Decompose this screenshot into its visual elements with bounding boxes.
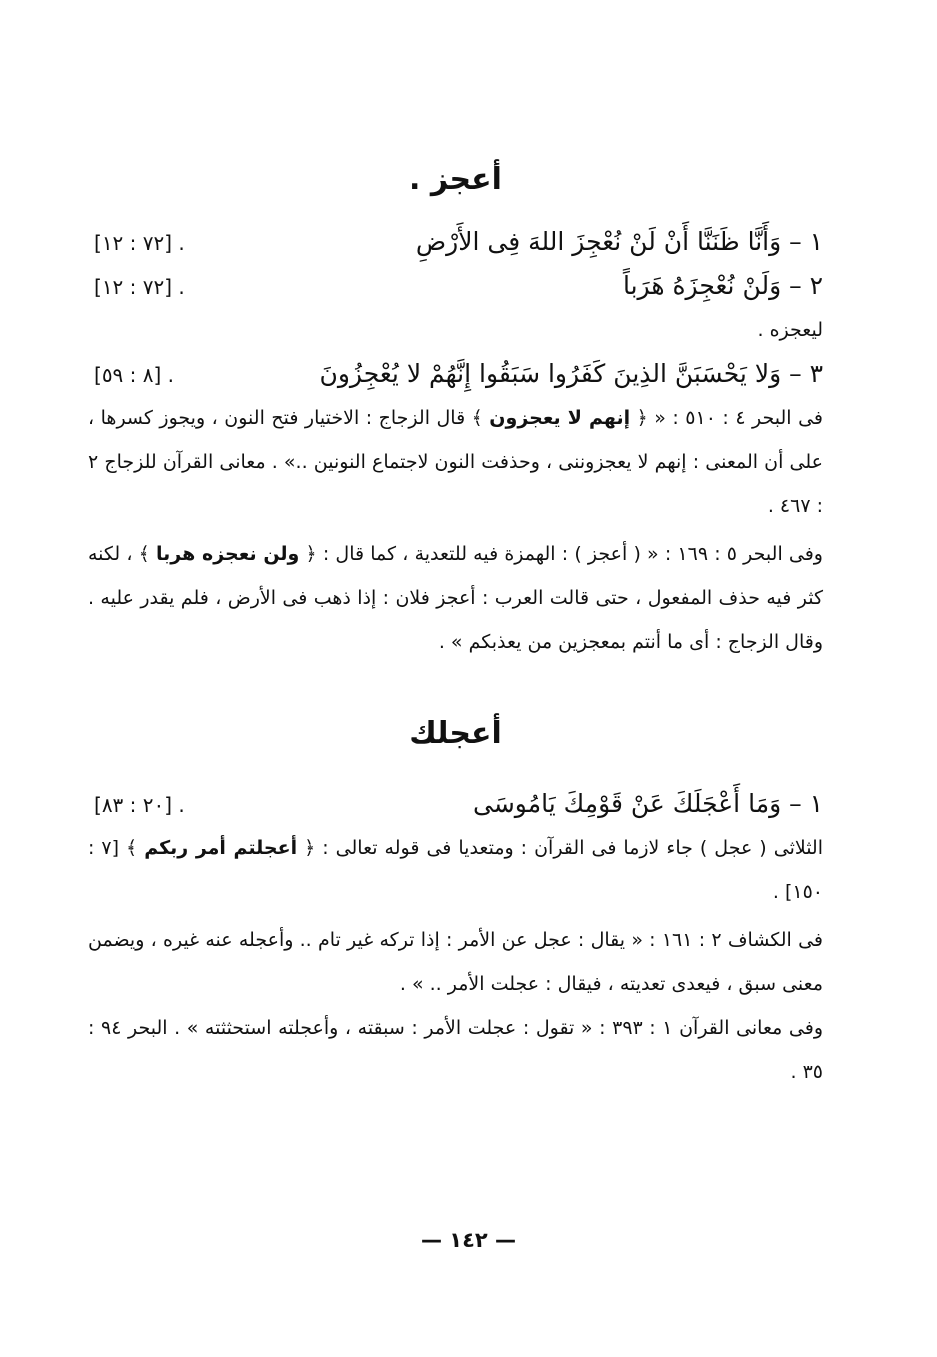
verse-1: [88, 782, 823, 826]
commentary-rest: ﴾ [٧ : ١٥٠] .: [88, 837, 823, 903]
commentary-paragraph: [88, 396, 823, 528]
commentary-intro: وفى البحر ٥ : ١٦٩ : « ( أعجز ) : الهمزة فيه للتعدية ، كما قال : ﴿: [305, 543, 823, 565]
quoted-phrase: إنهم لا يعجزون: [489, 407, 631, 429]
verse-text: ٣ – وَلا يَحْسَبَنَّ الذِينَ كَفَرُوا سَبَقُوا إِنَّهُمْ لا يُعْجِزُونَ: [319, 359, 823, 388]
verse-text: ١ – وَأَنَّا ظَنَنَّا أَنْ لَنْ نُعْجِزَ اللهَ فِى الأَرْضِ: [415, 227, 823, 256]
entry-heading-aajalaka: أعجلك: [409, 716, 502, 751]
verse-text: ١ – وَمَا أَعْجَلَكَ عَنْ قَوْمِكَ يَامُوسَى: [473, 789, 823, 818]
verse-1: [88, 220, 823, 264]
commentary-paragraph: [88, 826, 823, 914]
entry-heading-aajaza: أعجز .: [409, 162, 502, 197]
commentary-paragraph: فى الكشاف ٢ : ١٦١ : « يقال : عجل عن الأمر : إذا تركه غير تام .. وأعجله عنه غيره ، ويضمن معنى سبق ، فيعدى تعديته ، فيقال : عجلت الأمر .. » .: [88, 929, 824, 995]
verse-reference: [٧٢ : ١٢] .: [94, 231, 185, 255]
verse-reference: [٢٠ : ٨٣] .: [94, 793, 185, 817]
verse-reference: [٧٢ : ١٢] .: [94, 275, 185, 299]
commentary-intro: الثلاثى ( عجل ) جاء لازما فى القرآن : ومتعديا فى قوله تعالى : ﴿: [304, 837, 823, 859]
page-number: — ١٤٢ —: [420, 1228, 517, 1252]
verse-reference: [٨ : ٥٩] .: [94, 363, 175, 387]
commentary-paragraph: وفى معانى القرآن ١ : ٣٩٣ : « تقول : عجلت الأمر : سبقته ، وأعجلته استحثثته » . البحر ٩٤ : ٣٥ .: [88, 1017, 823, 1083]
verse-2: [88, 264, 823, 308]
verse-text: ٢ – وَلَنْ نُعْجِزَهُ هَرَباً: [622, 271, 823, 300]
commentary-rest: ﴾ ، لكنه كثر فيه حذف المفعول ، حتى قالت العرب : أعجز فلان : إذا ذهب فى الأرض ، فلم يقدر عليه . وقال الزجاج : أى ما أنتم بمعجزين من يعذبكم » .: [88, 543, 823, 653]
quoted-phrase: ولن نعجزه هربا: [155, 543, 300, 565]
note-line: ليعجزه .: [757, 319, 823, 341]
page-body: [88, 150, 823, 1094]
verse-3: [88, 352, 823, 396]
commentary-paragraph: [88, 532, 823, 664]
commentary-rest: ﴾ قال الزجاج : الاختيار فتح النون ، ويجوز كسرها ، على أن المعنى : إنهم لا يعجزوننى ، وحذفت النون لاجتماع النونين ..» . معانى القرآن للزجاج ٢ : ٤٦٧ .: [88, 407, 823, 517]
commentary-intro: فى البحر ٤ : ٥١٠ : « ﴿: [636, 407, 824, 429]
quoted-phrase: أعجلتم أمر ربكم: [144, 837, 298, 859]
